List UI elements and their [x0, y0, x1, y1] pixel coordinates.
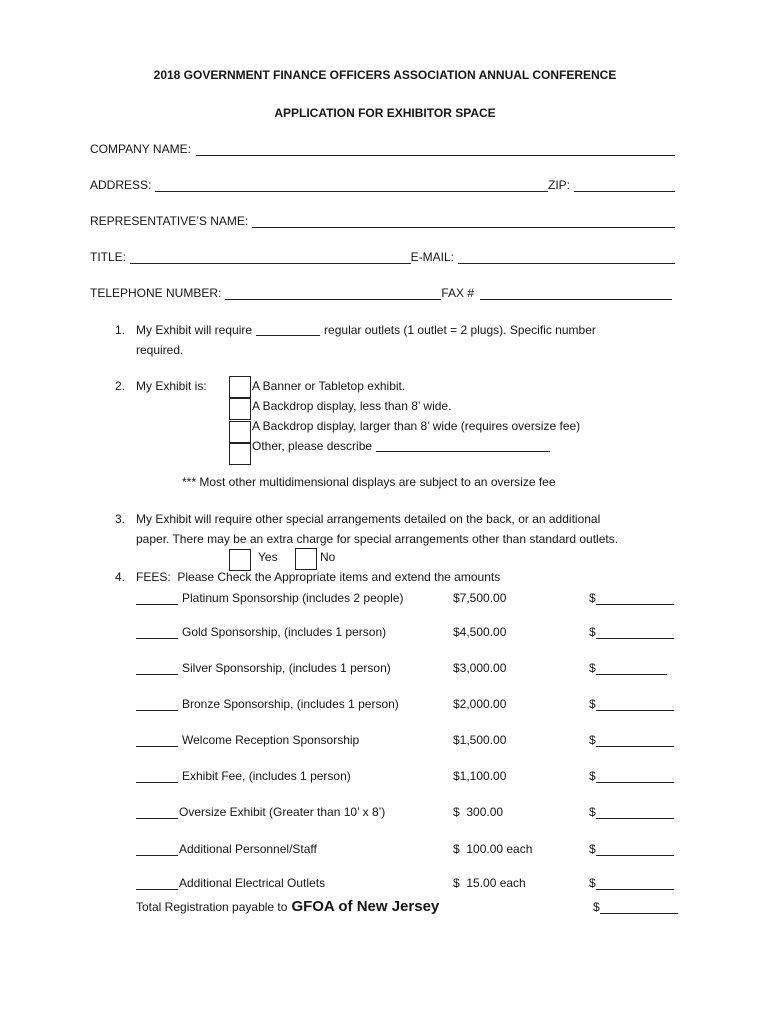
fee-extended-field[interactable]	[596, 734, 674, 747]
fee-extended-field[interactable]	[596, 592, 674, 605]
fee-extended-amount	[589, 732, 674, 748]
fee-extended-field[interactable]	[596, 626, 674, 639]
telephone-fax-row	[90, 285, 672, 301]
address-field[interactable]	[155, 179, 548, 192]
outlet-count-field[interactable]	[256, 325, 320, 336]
zip-label: ZIP:	[547, 178, 570, 192]
fee-label: Additional Personnel/Staff	[179, 842, 317, 856]
item-2-number: 2.	[115, 379, 126, 393]
banner-tabletop-checkbox[interactable]	[229, 376, 251, 398]
currency-symbol: $	[593, 900, 600, 914]
telephone-label: TELEPHONE NUMBER:	[90, 286, 222, 300]
fee-amount: $7,500.00	[453, 591, 507, 605]
fee-row-exhibit-fee	[136, 768, 351, 784]
oversize-note: *** Most other multidimensional displays are subject to an oversize fee	[182, 475, 556, 489]
fee-extended-field[interactable]	[596, 662, 667, 675]
fee-row-oversize-exhibit	[136, 804, 385, 820]
currency-symbol: $	[589, 625, 596, 639]
total-registration-line	[136, 897, 439, 917]
fax-field[interactable]	[480, 287, 672, 300]
company-name-field[interactable]	[196, 143, 675, 156]
item-1-text-after: regular outlets (1 outlet = 2 plugs). Specific number	[324, 323, 596, 337]
fee-amount: $ 100.00 each	[453, 842, 533, 856]
fee-extended-amount	[589, 696, 674, 712]
fee-check-field[interactable]	[136, 877, 178, 890]
fee-row-platinum	[136, 590, 403, 606]
representative-name-field[interactable]	[252, 215, 675, 228]
option-banner-tabletop: A Banner or Tabletop exhibit.	[252, 379, 406, 393]
currency-symbol: $	[589, 769, 596, 783]
address-row	[90, 177, 675, 193]
fax-label: FAX #	[441, 286, 474, 300]
form-title: APPLICATION FOR EXHIBITOR SPACE	[274, 106, 496, 120]
conference-title: 2018 GOVERNMENT FINANCE OFFICERS ASSOCIATION ANNUAL CONFERENCE	[153, 68, 617, 82]
fee-check-field[interactable]	[136, 770, 178, 783]
fee-row-silver	[136, 660, 391, 676]
fee-row-additional-outlets	[136, 875, 325, 891]
email-label: E-MAIL:	[410, 250, 454, 264]
fee-extended-amount	[589, 841, 674, 857]
fee-extended-field[interactable]	[596, 770, 674, 783]
item-3-number: 3.	[115, 512, 126, 526]
fee-row-gold	[136, 624, 386, 640]
fee-amount: $1,100.00	[453, 769, 507, 783]
fee-extended-field[interactable]	[596, 698, 674, 711]
currency-symbol: $	[589, 805, 596, 819]
special-arrangements-no-checkbox[interactable]	[295, 548, 317, 570]
fee-amount: $ 300.00	[453, 805, 504, 819]
fee-label: Gold Sponsorship, (includes 1 person)	[182, 625, 387, 639]
fees-instructions: FEES: Please Check the Appropriate items and extend the amounts	[136, 570, 501, 584]
fee-extended-amount	[589, 768, 674, 784]
company-name-row	[90, 141, 675, 157]
option-other: Other, please describe	[252, 439, 373, 453]
fee-label: Silver Sponsorship, (includes 1 person)	[182, 661, 391, 675]
item-3-line-1: My Exhibit will require other special arrangements detailed on the back, or an additional	[136, 512, 601, 526]
fee-amount: $1,500.00	[453, 733, 507, 747]
fee-amount: $ 15.00 each	[453, 876, 526, 890]
fee-label: Platinum Sponsorship (includes 2 people)	[182, 591, 404, 605]
fee-extended-field[interactable]	[596, 877, 674, 890]
item-4-number: 4.	[115, 570, 126, 584]
fee-check-field[interactable]	[136, 592, 178, 605]
option-other-line	[252, 438, 550, 454]
item-1-text-before: My Exhibit will require	[136, 323, 253, 337]
item-1-number: 1.	[115, 323, 126, 337]
fee-row-bronze	[136, 696, 399, 712]
fee-check-field[interactable]	[136, 698, 178, 711]
fee-row-additional-personnel	[136, 841, 317, 857]
other-description-field[interactable]	[376, 441, 550, 452]
item-1-line-2: required.	[136, 343, 184, 357]
backdrop-small-checkbox[interactable]	[229, 398, 251, 420]
fee-check-field[interactable]	[136, 734, 178, 747]
total-amount-field[interactable]	[600, 901, 678, 914]
company-name-label: COMPANY NAME:	[90, 142, 191, 156]
yes-label: Yes	[258, 550, 278, 564]
fee-extended-amount	[589, 804, 674, 820]
representative-row	[90, 213, 675, 229]
fee-extended-amount	[589, 624, 674, 640]
currency-symbol: $	[589, 661, 596, 675]
zip-field[interactable]	[574, 179, 675, 192]
option-backdrop-small: A Backdrop display, less than 8’ wide.	[252, 399, 452, 413]
total-registration-text: Total Registration payable to	[136, 900, 288, 914]
exhibit-type-label: My Exhibit is:	[136, 379, 207, 393]
fee-label: Bronze Sponsorship, (includes 1 person)	[182, 697, 399, 711]
fee-check-field[interactable]	[136, 843, 178, 856]
telephone-field[interactable]	[225, 287, 441, 300]
special-arrangements-yes-checkbox[interactable]	[229, 549, 251, 571]
fee-extended-field[interactable]	[596, 806, 674, 819]
representative-name-label: REPRESENTATIVE’S NAME:	[90, 214, 249, 228]
currency-symbol: $	[589, 591, 596, 605]
fee-row-welcome-reception	[136, 732, 359, 748]
fee-label: Exhibit Fee, (includes 1 person)	[182, 769, 351, 783]
fee-amount: $2,000.00	[453, 697, 507, 711]
title-label: TITLE:	[90, 250, 127, 264]
fee-amount: $3,000.00	[453, 661, 507, 675]
fee-label: Oversize Exhibit (Greater than 10’ x 8’)	[179, 805, 386, 819]
currency-symbol: $	[589, 697, 596, 711]
fee-extended-amount	[589, 875, 674, 891]
option-backdrop-large: A Backdrop display, larger than 8’ wide (requires oversize fee)	[252, 419, 581, 433]
fee-amount: $4,500.00	[453, 625, 507, 639]
fee-check-field[interactable]	[136, 662, 178, 675]
fee-extended-field[interactable]	[596, 843, 674, 856]
total-amount	[593, 899, 678, 915]
title-field[interactable]	[130, 251, 411, 264]
title-email-row	[90, 249, 675, 265]
backdrop-large-checkbox[interactable]	[229, 421, 251, 443]
fee-check-field[interactable]	[136, 626, 178, 639]
item-3-line-2: paper. There may be an extra charge for special arrangements other than standard outlets.	[136, 532, 619, 546]
email-field[interactable]	[458, 251, 675, 264]
fee-extended-amount	[589, 590, 674, 606]
currency-symbol: $	[589, 876, 596, 890]
fee-extended-amount	[589, 660, 667, 676]
fee-check-field[interactable]	[136, 806, 178, 819]
fee-label: Welcome Reception Sponsorship	[182, 733, 360, 747]
item-1-line	[136, 322, 596, 338]
payee-name: GFOA of New Jersey	[291, 898, 440, 915]
currency-symbol: $	[589, 842, 596, 856]
no-label: No	[320, 550, 336, 564]
currency-symbol: $	[589, 733, 596, 747]
address-label: ADDRESS:	[90, 178, 152, 192]
other-display-checkbox[interactable]	[229, 443, 251, 465]
fee-label: Additional Electrical Outlets	[179, 876, 326, 890]
